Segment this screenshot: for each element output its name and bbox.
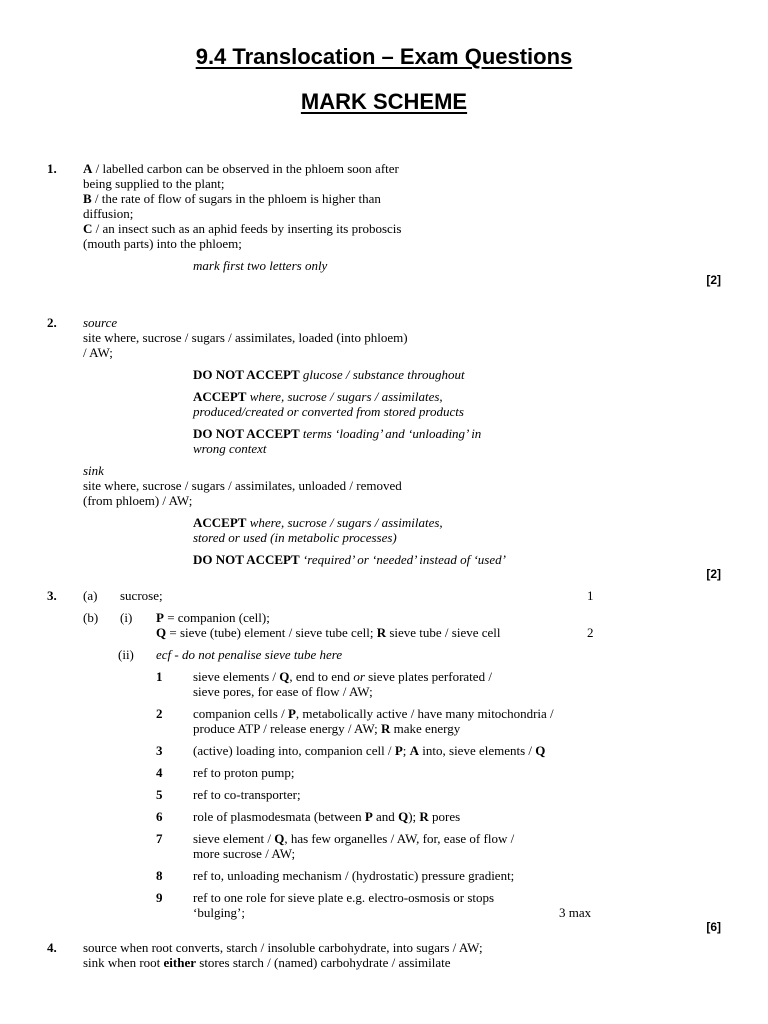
q3-part-a-label: (a)	[83, 588, 98, 603]
page-subtitle: MARK SCHEME	[300, 89, 468, 114]
q3-part-bii-label: (ii)	[118, 647, 134, 662]
q2-source-line-2: / AW;	[83, 345, 113, 360]
point-text: ref to one role for sieve plate e.g. electro-osmosis or stops	[193, 890, 495, 905]
q2-marks: [2]	[706, 567, 721, 581]
q1-line-4: diffusion;	[83, 206, 134, 221]
q3-part-a-mark: 1	[587, 588, 594, 603]
point-number: 5	[156, 787, 163, 802]
q2-note-4-line-2: stored or used (in metabolic processes)	[193, 530, 397, 545]
point-text: sieve element / Q, has few organelles / AW, for, ease of flow /	[193, 831, 515, 846]
point-number: 7	[156, 831, 163, 846]
point-text: ref to co-transporter;	[193, 787, 301, 802]
q3-part-b-label: (b)	[83, 610, 99, 625]
q2-sink-line-2: (from phloem) / AW;	[83, 493, 193, 508]
point-text-cont: more sucrose / AW;	[193, 846, 296, 861]
question-number-3: 3.	[47, 588, 57, 603]
point-text-cont: produce ATP / release energy / AW; R make energy	[193, 721, 461, 736]
q2-note-2: ACCEPT where, sucrose / sugars / assimilates,	[193, 389, 443, 404]
q3-part-bi-mark: 2	[587, 625, 594, 640]
point-number: 9	[156, 890, 163, 905]
q1-marks: [2]	[706, 273, 721, 287]
q4-line-1: source when root converts, starch / insoluble carbohydrate, into sugars / AW;	[83, 940, 483, 955]
page-title: 9.4 Translocation – Exam Questions	[195, 44, 573, 69]
q2-note-5: DO NOT ACCEPT ‘required’ or ‘needed’ instead of ‘used’	[193, 552, 506, 567]
point-text: sieve elements / Q, end to end or sieve plates perforated /	[193, 669, 492, 684]
q2-source-line-1: site where, sucrose / sugars / assimilates, loaded (into phloem)	[83, 330, 408, 345]
point-text: role of plasmodesmata (between P and Q); R pores	[193, 809, 461, 824]
point-text: companion cells / P, metabolically active / have many mitochondria /	[193, 706, 554, 721]
q1-line-6: (mouth parts) into the phloem;	[83, 236, 242, 251]
q2-note-4: ACCEPT where, sucrose / sugars / assimilates,	[193, 515, 443, 530]
q1-line-5: C / an insect such as an aphid feeds by inserting its proboscis	[83, 221, 402, 236]
q3-part-bi-label: (i)	[120, 610, 133, 625]
point-number: 6	[156, 809, 163, 824]
point-number: 4	[156, 765, 163, 780]
point-text-cont: ‘bulging’;	[193, 905, 245, 920]
q1-line-3: B / the rate of flow of sugars in the phloem is higher than	[83, 191, 381, 206]
q3-marks: [6]	[706, 920, 721, 934]
q1-line-2: being supplied to the plant;	[83, 176, 225, 191]
point-text: (active) loading into, companion cell / P; A into, sieve elements / Q	[193, 743, 546, 758]
q3-bii-note: ecf - do not penalise sieve tube here	[156, 647, 343, 662]
q1-examiner-note: mark first two letters only	[193, 258, 328, 273]
q1-line-1: A / labelled carbon can be observed in the phloem soon after	[83, 161, 399, 176]
q3-max-marks: 3 max	[559, 905, 592, 920]
question-number-1: 1.	[47, 161, 57, 176]
point-number: 3	[156, 743, 163, 758]
q2-note-3: DO NOT ACCEPT terms ‘loading’ and ‘unloading’ in	[193, 426, 482, 441]
q2-note-1: DO NOT ACCEPT glucose / substance throughout	[193, 367, 465, 382]
q2-sink-line-1: site where, sucrose / sugars / assimilates, unloaded / removed	[83, 478, 402, 493]
point-text: ref to, unloading mechanism / (hydrostatic) pressure gradient;	[193, 868, 515, 883]
point-number: 8	[156, 868, 163, 883]
question-number-4: 4.	[47, 940, 57, 955]
q3-bi-line-2: Q = sieve (tube) element / sieve tube cell; R sieve tube / sieve cell	[156, 625, 501, 640]
point-number: 2	[156, 706, 163, 721]
point-text: ref to proton pump;	[193, 765, 295, 780]
q2-note-3-line-2: wrong context	[193, 441, 267, 456]
q2-source-label: source	[83, 315, 118, 330]
point-number: 1	[156, 669, 163, 684]
q2-sink-label: sink	[83, 463, 104, 478]
question-number-2: 2.	[47, 315, 57, 330]
q3-part-a-answer: sucrose;	[120, 588, 163, 603]
q2-note-2-line-2: produced/created or converted from stored products	[193, 404, 464, 419]
point-text-cont: sieve pores, for ease of flow / AW;	[193, 684, 373, 699]
q3-bi-line-1: P = companion (cell);	[156, 610, 270, 625]
q4-line-2: sink when root either stores starch / (named) carbohydrate / assimilate	[83, 955, 451, 970]
